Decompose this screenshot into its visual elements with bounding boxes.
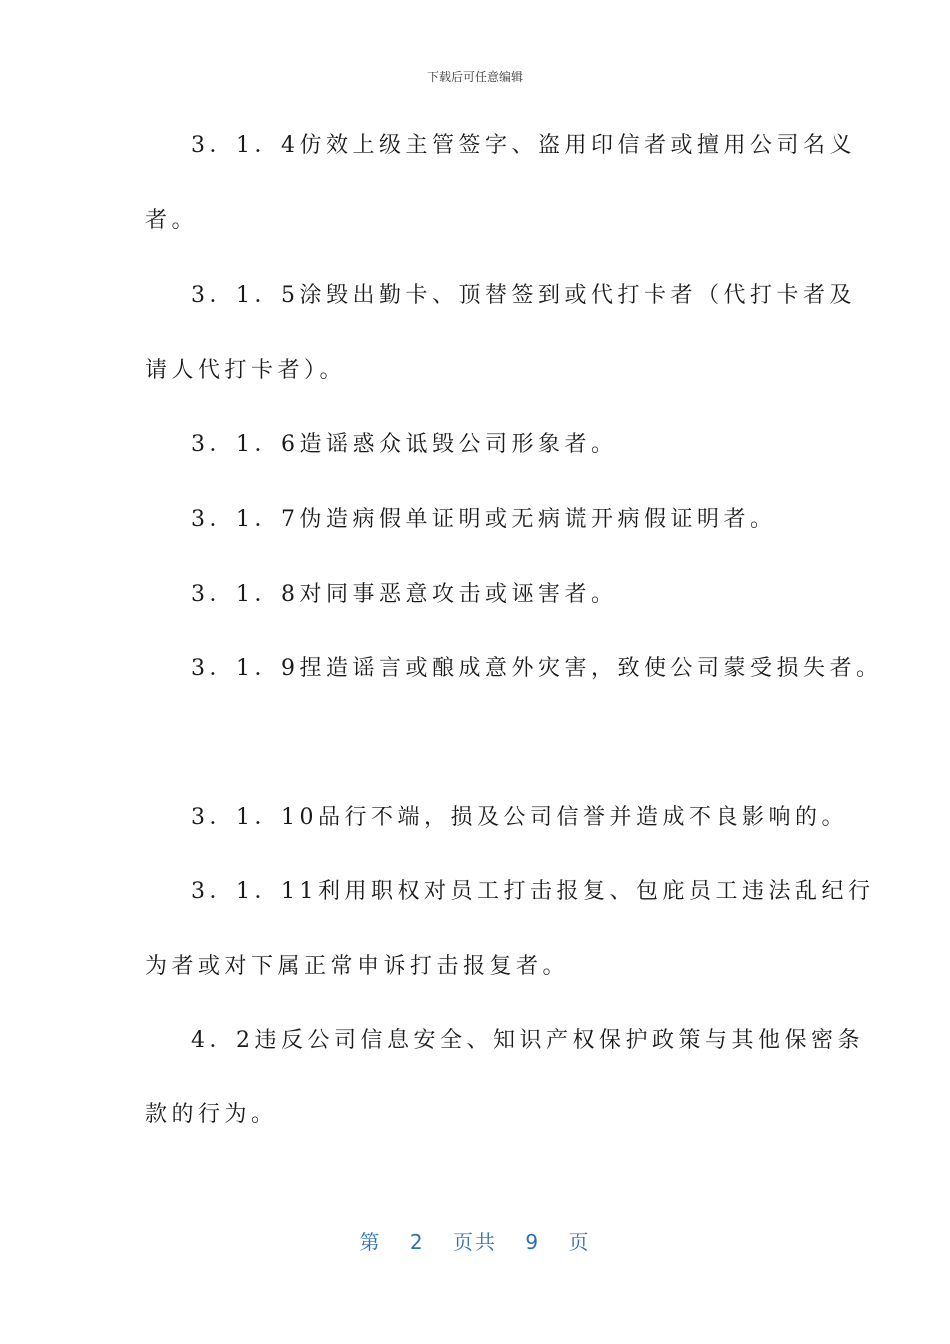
paragraph-line: 3．1．5涂毁出勤卡、顶替签到或代打卡者（代打卡者及 — [191, 283, 856, 308]
paragraph-line: 3．1．7伪造病假单证明或无病谎开病假证明者。 — [191, 507, 777, 532]
paragraph-line: 款的行为。 — [145, 1102, 278, 1127]
paragraph-line: 3．1．4仿效上级主管签字、盗用印信者或擅用公司名义 — [191, 133, 856, 158]
footer-label-end: 页 — [568, 1230, 591, 1254]
header-note: 下载后可任意编辑 — [426, 70, 523, 84]
footer-label-of: 页共 — [453, 1230, 497, 1254]
paragraph-line: 3．1．6造谣惑众诋毁公司形象者。 — [191, 432, 618, 457]
footer-total-pages: 9 — [525, 1230, 541, 1254]
page-footer — [0, 1226, 950, 1255]
paragraph-line: 请人代打卡者）。 — [145, 358, 347, 383]
paragraph-line: 者。 — [145, 208, 199, 233]
footer-current-page: 2 — [409, 1230, 425, 1254]
paragraph-line: 4．2违反公司信息安全、知识产权保护政策与其他保密条 — [191, 1028, 864, 1053]
paragraph-line: 3．1．9捏造谣言或酿成意外灾害，致使公司蒙受损失者。 — [191, 656, 883, 681]
paragraph-line: 3．1．10品行不端，损及公司信誉并造成不良影响的。 — [191, 805, 848, 830]
paragraph-line: 3．1．8对同事恶意攻击或诬害者。 — [191, 582, 618, 607]
paragraph-line: 3．1．11利用职权对员工打击报复、包庇员工违法乱纪行 — [191, 879, 875, 904]
paragraph-line: 为者或对下属正常申诉打击报复者。 — [145, 954, 570, 979]
footer-label-page: 第 — [359, 1230, 382, 1254]
